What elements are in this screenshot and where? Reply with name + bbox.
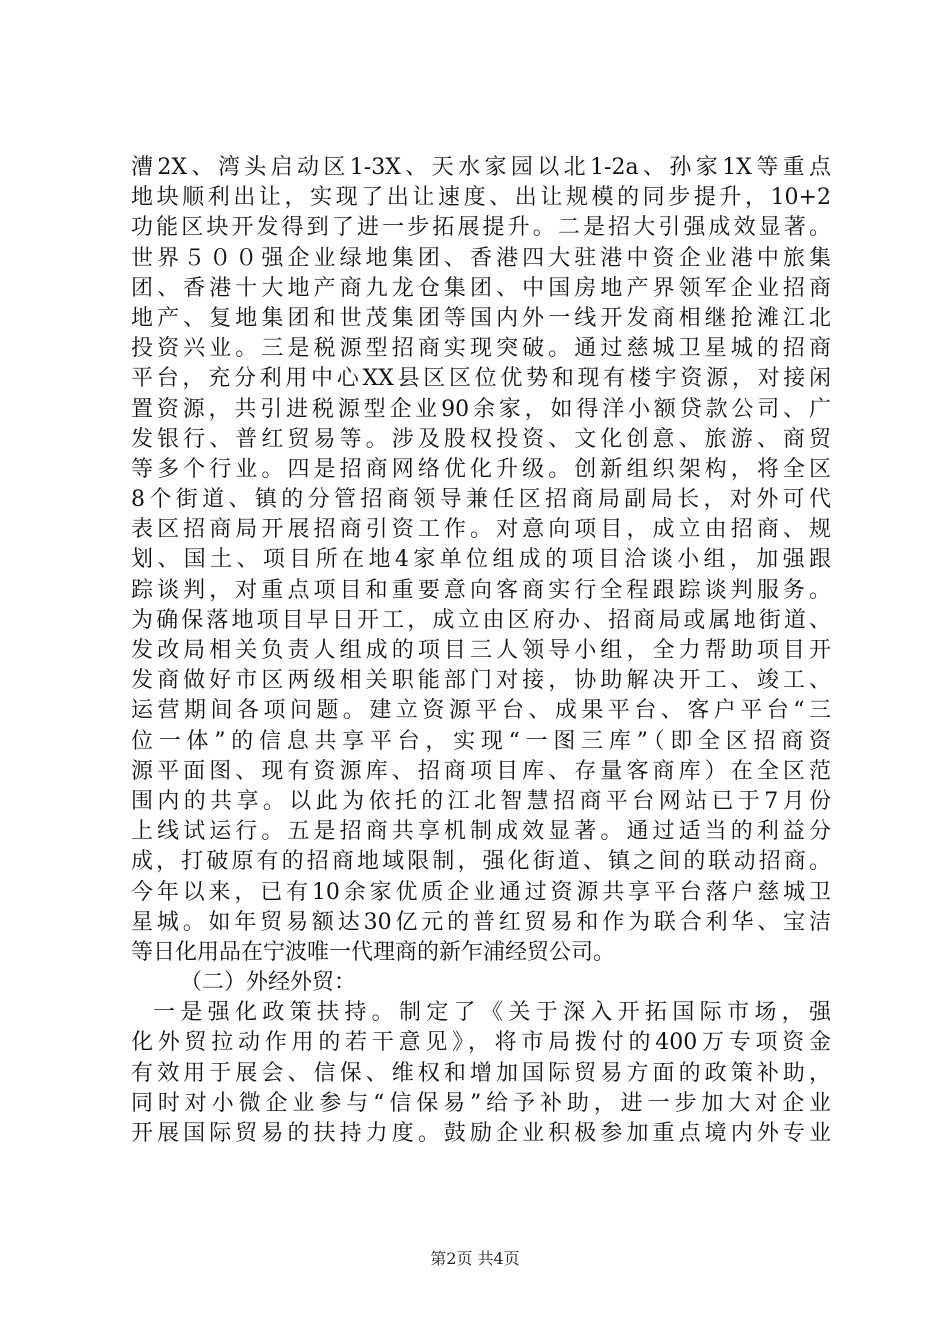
- text-line: 源平面图、现有资源库、招商项目库、存量客商库）在全区范: [131, 758, 831, 784]
- section-heading: （二）外经外贸：: [180, 970, 357, 996]
- text-line: 地块顺利出让，实现了出让速度、出让规模的同步提升，10+2: [131, 185, 831, 211]
- text-line: 成，打破原有的招商地域限制，强化街道、镇之间的联动招商。: [131, 849, 831, 875]
- text-line: 等日化用品在宁波唯一代理商的新乍浦经贸公司。: [131, 939, 616, 965]
- text-line: 踪谈判，对重点项目和重要意向客商实行全程跟踪谈判服务。: [131, 577, 831, 603]
- body-text: [131, 153, 831, 1149]
- text-line: 发银行、普红贸易等。涉及股权投资、文化创意、旅游、商贸: [131, 426, 831, 452]
- text-line: 有效用于展会、信保、维权和增加国际贸易方面的政策补助，: [131, 1060, 831, 1086]
- text-line: 星城。如年贸易额达30亿元的普红贸易和作为联合利华、宝洁: [131, 909, 831, 935]
- text-line: 世界５００强企业绿地集团、香港四大驻港中资企业港中旅集: [131, 245, 831, 271]
- text-line: 平台，充分利用中心XX县区区位优势和现有楼宇资源，对接闲: [131, 366, 831, 392]
- text-line: 位一体”的信息共享平台，实现“一图三库”（即全区招商资: [131, 728, 831, 754]
- text-line: 功能区块开发得到了进一步拓展提升。二是招大引强成效显著。: [131, 215, 831, 241]
- text-line: 等多个行业。四是招商网络优化升级。创新组织架构，将全区: [131, 456, 831, 482]
- text-line: 置资源，共引进税源型企业90余家，如得洋小额贷款公司、广: [131, 396, 831, 422]
- text-line: 团、香港十大地产商九龙仓集团、中国房地产界领军企业招商: [131, 275, 831, 301]
- text-line: 今年以来，已有10余家优质企业通过资源共享平台落户慈城卫: [131, 879, 831, 905]
- text-line: 8个街道、镇的分管招商领导兼任区招商局副局长，对外可代: [131, 487, 831, 513]
- text-line: 同时对小微企业参与“信保易”给予补助，进一步加大对企业: [131, 1090, 831, 1116]
- text-line: 围内的共享。以此为依托的江北智慧招商平台网站已于7月份: [131, 788, 831, 814]
- text-line: 发商做好市区两级相关职能部门对接，协助解决开工、竣工、: [131, 668, 831, 694]
- text-line: 地产、复地集团和世茂集团等国内外一线开发商相继抢滩江北: [131, 305, 831, 331]
- text-line: 开展国际贸易的扶持力度。鼓励企业积极参加重点境内外专业: [131, 1121, 831, 1146]
- text-line: 上线试运行。五是招商共享机制成效显著。通过适当的利益分: [131, 819, 831, 845]
- text-line: 发改局相关负责人组成的项目三人领导小组，全力帮助项目开: [131, 638, 831, 663]
- page-footer: 第2页 共4页: [430, 1249, 520, 1268]
- text-line: 划、国土、项目所在地4家单位组成的项目洽谈小组，加强跟: [131, 547, 831, 573]
- text-line: 运营期间各项问题。建立资源平台、成果平台、客户平台“三: [131, 698, 831, 724]
- text-line: 一是强化政策扶持。制定了《关于深入开拓国际市场，强: [153, 1000, 831, 1026]
- text-line: 投资兴业。三是税源型招商实现突破。通过慈城卫星城的招商: [131, 336, 831, 362]
- text-line: 漕2X、湾头启动区1-3X、天水家园以北1-2a、孙家1X等重点: [131, 155, 831, 180]
- text-line: 化外贸拉动作用的若干意见》，将市局拨付的400万专项资金: [131, 1030, 831, 1056]
- text-line: 为确保落地项目早日开工，成立由区府办、招商局或属地街道、: [131, 607, 831, 633]
- text-line: 表区招商局开展招商引资工作。对意向项目，成立由招商、规: [131, 517, 831, 543]
